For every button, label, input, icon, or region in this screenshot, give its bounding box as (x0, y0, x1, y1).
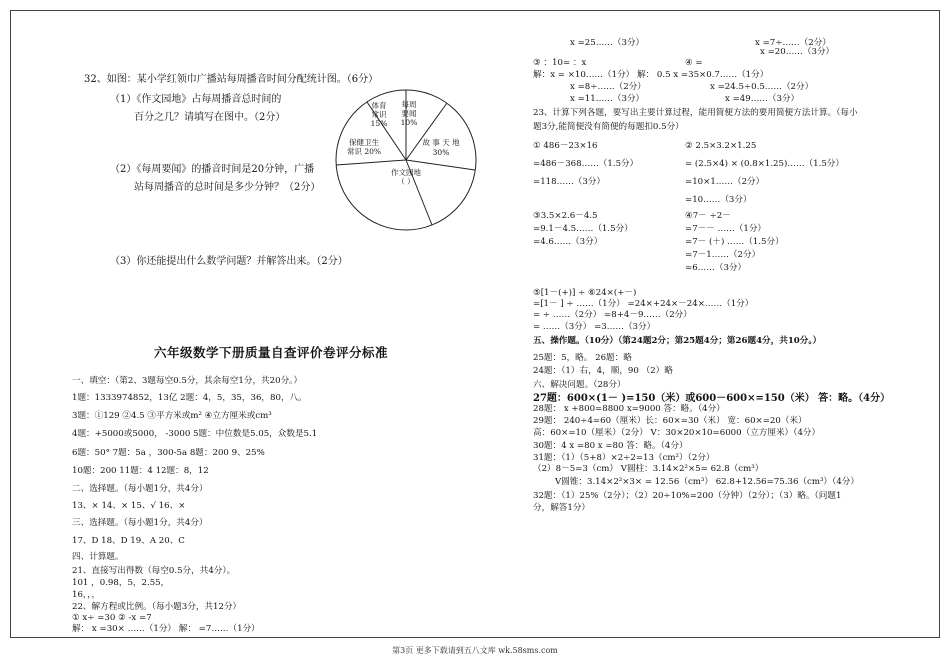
pie-label-sports-1: 体育 (371, 101, 387, 110)
right-line: = ÷ ……（2分） =8+4－9……（2分） (533, 310, 692, 320)
left-line: 101 ，0.98，5，2.55， (72, 578, 170, 588)
right-line: x =11……（3分） (570, 94, 645, 104)
right-line: =7－1……（2分） (685, 250, 761, 260)
right-line: 六、解决问题。（28分） (533, 380, 626, 390)
right-line: V圆锥：3.14×2²×3× = 12.56（cm³） 62.8+12.56=75.36（cm³）（4分） (555, 477, 859, 487)
right-line: 32题：（1）25%（2分）；（2）20÷10%=200（分钟）（2分）；（3）略。（问题1 (533, 491, 842, 501)
right-line: =7－ (＋) ……（1.5分） (685, 237, 784, 247)
right-line: ③3.5×2.6－4.5 (533, 211, 598, 221)
right-line: =4.6……（3分） (533, 237, 603, 247)
left-line: 17、D 18、D 19、A 20、C (72, 536, 185, 546)
q32-part1-line2: 百分之几？请填写在图中。（2分） (134, 112, 286, 123)
right-line: = (2.5×4) × (0.8×1.25)……（1.5分） (685, 159, 844, 169)
right-line: x =25……（3分） (570, 38, 645, 48)
right-line: 题3分,能简便没有简便的每题扣0.5分） (533, 122, 684, 132)
right-line: x =8÷……（2分） (570, 82, 646, 92)
right-line: =6……（3分） (685, 263, 747, 273)
q32-part2-line2: 站每周播音的总时间是多少分钟？（2分） (134, 182, 321, 193)
right-line: （2）8－5=3（cm） V圆柱：3.14×2²×5= 62.8（cm³） (533, 464, 764, 474)
left-line: 4题：+5000或5000， -3000 5题：中位数是5.05，众数是5.1 (72, 429, 318, 439)
pie-label-news-1: 每周 (401, 100, 417, 109)
right-line: 30题：4 x =80 x =80 答：略。（4分） (533, 441, 688, 451)
right-line: 高：60×=10（厘米）（2分） V：30×20×10=6000（立方厘米）（4分） (533, 428, 821, 438)
pie-label-story-2: 30% (432, 148, 450, 157)
left-line: 三、选择题。（每小题1分，共4分） (72, 518, 208, 528)
pie-label-health-1: 保健卫生 (349, 138, 379, 147)
right-line: ② 2.5×3.2×1.25 (685, 141, 757, 151)
right-line: 解：x = ×10……（1分） 解： 0.5 x =35×0.7……（1分） (533, 70, 769, 80)
left-line: 10题：200 11题：4 12题：8，12 (72, 466, 209, 476)
broadcast-time-pie-chart (326, 80, 486, 240)
left-line: 22、解方程或比例。（每小题3分，共12分） (72, 602, 242, 612)
right-line: = ……（3分） =3……（3分） (533, 322, 656, 332)
left-line: 21、直接写出得数（每空0.5分，共4分）。 (72, 566, 236, 576)
right-line: 27题：600×(1－ )=150（米）或600－600×=150（米） 答：略。（4分） (533, 393, 891, 404)
pie-label-news-2: 要闻 (401, 109, 417, 118)
pie-label-sports-3: 15% (370, 119, 388, 128)
pie-label-sports-2: 常识 (371, 110, 387, 119)
page-title: 六年级数学下册质量自查评价卷评分标准 (154, 345, 389, 360)
right-line: =7－－ ……（1分） (685, 224, 767, 234)
right-line: ④ = (685, 58, 703, 68)
right-line: 五、操作题。（10分）（第24题2分；第25题4分；第26题4分，共10分。） (533, 336, 822, 346)
pie-label-writing-2: （ ） (397, 177, 415, 186)
right-line: ③ ：10= ：x (533, 58, 587, 68)
left-line: 二、选择题。（每小题1分，共4分） (72, 484, 208, 494)
left-line: 解： x =30× ……（1分） 解： =7……（1分） (72, 624, 260, 634)
page-footer: 第3页 更多下载请到五八文库 wk.58sms.com (392, 646, 558, 655)
left-line: 16，，， (72, 590, 101, 600)
left-line: 3题：①129 ②4.5 ③平方米或m² ④立方厘米或cm³ (72, 411, 272, 421)
right-line: =9.1－4.5……（1.5分） (533, 224, 633, 234)
right-line: x =49……（3分） (725, 94, 800, 104)
right-line: =486－368……（1.5分） (533, 159, 639, 169)
right-line: ⑤[1－(+)] ÷ ⑥24×(+－) (533, 288, 637, 298)
right-line: =10……（3分） (685, 195, 752, 205)
q32-part2-line1: （2）《每周要闻》的播音时间是20分钟，广播 (110, 164, 315, 175)
q32-header: 32、如图：某小学红领巾广播站每周播音时间分配统计图。（6分） (84, 74, 379, 85)
q32-part1-line1: （1）《作文园地》占每周播音总时间的 (110, 94, 282, 105)
left-line: ① x÷ =30 ② -x =7 (72, 613, 152, 623)
right-line: 25题：5，略。 26题：略 (533, 353, 632, 363)
q32-part3: （3）你还能提出什么数学问题？并解答出来。（2分） (110, 256, 348, 267)
left-line: 四、计算题。 (72, 552, 124, 562)
right-line: ① 486－23×16 (533, 141, 598, 151)
left-line: 一、填空：（第2、3题每空0.5分，其余每空1分，共20分。） (72, 376, 303, 386)
right-line: =10×1……（2分） (685, 177, 765, 187)
right-line: 29题： 240÷4=60（厘米）长：60×=30（米） 宽：60×=20（米） (533, 416, 807, 426)
right-line: 31题：（1）（5+8）×2÷2=13（cm²）（2分） (533, 453, 715, 463)
right-line: 24题：（1）右，4，顺，90 （2）略 (533, 366, 673, 376)
right-line: x =24.5÷0.5……（2分） (710, 82, 814, 92)
right-line: 28题： x +800=8800 x=9000 答：略。（4分） (533, 404, 725, 414)
left-line: 6题：50° 7题：5a ，300-5a 8题：200 9、25% (72, 448, 265, 458)
right-line: =[1－ ] ÷ ……（1分） =24×+24×－24×……（1分） (533, 299, 754, 309)
right-line: ④7－ ÷2－ (685, 211, 731, 221)
pie-label-story-1: 故 事 天 地 (422, 138, 460, 147)
pie-label-writing-1: 作文园地 (391, 168, 421, 177)
left-line: 13、× 14、× 15、√ 16、× (72, 501, 186, 511)
pie-label-health-2: 常识 20% (346, 147, 382, 156)
right-line: x =20……（3分） (760, 47, 835, 57)
right-line: 23、计算下列各题，要写出主要计算过程，能用简便方法的要用简便方法计算。（每小 (533, 108, 858, 118)
left-line: 1题：1333974852，13亿 2题：4，5，35，36，80，八。 (72, 393, 307, 403)
right-line: x =7÷……（2分） (755, 38, 831, 48)
pie-label-news-3: 10% (400, 118, 418, 127)
right-line: =118……（3分） (533, 177, 606, 187)
right-line: 分，解答1分） (533, 503, 591, 513)
